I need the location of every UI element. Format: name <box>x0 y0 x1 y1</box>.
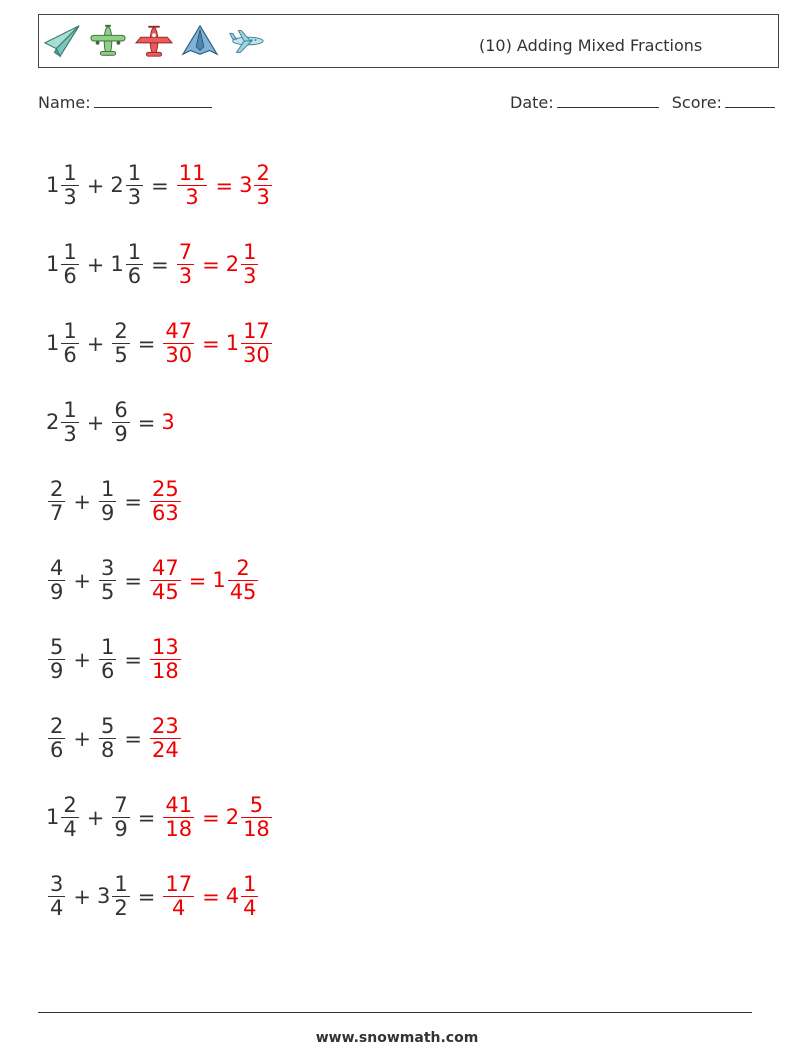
fraction <box>112 873 129 921</box>
denominator: 2 <box>114 896 128 921</box>
denominator: 5 <box>100 580 115 605</box>
header-icons <box>43 22 273 60</box>
numerator: 5 <box>249 792 264 817</box>
denominator: 18 <box>243 817 270 842</box>
problem-row <box>46 857 274 936</box>
plus-sign: + <box>73 726 91 751</box>
problem-row <box>46 304 274 383</box>
fraction <box>99 636 116 684</box>
fraction <box>61 320 78 368</box>
equals-sign: = <box>202 252 220 277</box>
equals-sign: = <box>137 805 156 830</box>
fraction <box>163 873 194 921</box>
equals-sign: = <box>202 805 220 830</box>
whole-number: 3 <box>239 173 253 197</box>
numerator: 1 <box>243 239 257 264</box>
equals-sign: = <box>124 568 142 593</box>
plus-sign: + <box>86 173 105 198</box>
stealth-jet-icon <box>181 22 219 60</box>
name-field <box>38 93 212 112</box>
denominator: 4 <box>172 896 186 921</box>
denominator: 3 <box>243 264 257 289</box>
whole-number: 1 <box>46 252 60 276</box>
date-score-fields <box>510 93 775 112</box>
fraction <box>48 873 65 921</box>
plus-sign: + <box>73 489 91 514</box>
denominator: 4 <box>63 817 77 842</box>
whole-number: 4 <box>225 884 240 908</box>
denominator: 9 <box>50 659 64 684</box>
denominator: 9 <box>114 422 128 447</box>
denominator: 18 <box>151 659 179 684</box>
whole-number: 1 <box>225 331 240 355</box>
fraction <box>112 399 129 447</box>
propeller-plane-icon <box>89 22 127 60</box>
numerator: 1 <box>63 239 77 264</box>
numerator: 2 <box>50 476 64 501</box>
whole-number: 1 <box>46 331 60 355</box>
numerator: 1 <box>243 871 257 896</box>
problem-row <box>46 225 274 304</box>
denominator: 6 <box>50 738 64 763</box>
numerator: 13 <box>151 634 179 659</box>
fraction <box>126 162 143 210</box>
denominator: 45 <box>151 580 179 605</box>
fraction <box>177 162 208 210</box>
denominator: 3 <box>185 185 199 210</box>
whole-number: 3 <box>161 410 175 434</box>
problem-row <box>46 462 274 541</box>
denominator: 5 <box>114 343 128 368</box>
fraction <box>112 794 129 842</box>
plus-sign: + <box>73 884 91 909</box>
fraction <box>61 241 78 289</box>
fraction <box>99 478 116 526</box>
red-plane-icon <box>135 22 173 60</box>
whole-number: 3 <box>96 884 111 908</box>
fraction <box>150 557 181 605</box>
problem-row <box>46 541 274 620</box>
denominator: 3 <box>178 264 193 289</box>
problem-list <box>46 146 274 936</box>
denominator: 3 <box>256 185 270 210</box>
denominator: 7 <box>50 501 64 526</box>
numerator: 3 <box>50 871 64 896</box>
equals-sign: = <box>151 173 169 198</box>
equals-sign: = <box>202 331 220 356</box>
plus-sign: + <box>73 647 91 672</box>
fraction <box>126 241 143 289</box>
whole-number: 1 <box>110 252 124 276</box>
footer-site: www.snowmath.com <box>315 1030 479 1046</box>
plus-sign: + <box>86 410 105 435</box>
whole-number: 2 <box>225 805 240 829</box>
whole-number: 2 <box>225 252 240 276</box>
numerator: 7 <box>178 239 193 264</box>
denominator: 24 <box>151 738 179 763</box>
plus-sign: + <box>86 252 105 277</box>
date-label: Date: <box>510 93 554 112</box>
denominator: 45 <box>229 580 257 605</box>
equals-sign: = <box>215 173 234 198</box>
numerator: 1 <box>63 318 77 343</box>
denominator: 9 <box>100 501 115 526</box>
denominator: 18 <box>165 817 193 842</box>
numerator: 2 <box>114 318 128 343</box>
fraction <box>163 794 194 842</box>
problem-row <box>46 383 274 462</box>
fraction <box>241 794 272 842</box>
numerator: 2 <box>236 555 250 580</box>
fraction <box>254 162 271 210</box>
denominator: 6 <box>63 264 77 289</box>
plus-sign: + <box>73 568 91 593</box>
equals-sign: = <box>137 331 156 356</box>
fraction <box>150 636 181 684</box>
denominator: 63 <box>151 501 179 526</box>
numerator: 17 <box>243 318 270 343</box>
fraction <box>48 557 65 605</box>
date-blank <box>557 93 659 108</box>
fraction <box>48 636 65 684</box>
whole-number: 1 <box>46 805 60 829</box>
denominator: 6 <box>127 264 142 289</box>
equals-sign: = <box>124 647 142 672</box>
fraction <box>241 320 272 368</box>
denominator: 9 <box>50 580 64 605</box>
numerator: 23 <box>151 713 179 738</box>
airliner-icon <box>227 22 265 60</box>
denominator: 6 <box>100 659 115 684</box>
fraction <box>177 241 194 289</box>
fraction <box>112 320 129 368</box>
numerator: 7 <box>114 792 128 817</box>
plus-sign: + <box>86 331 105 356</box>
denominator: 8 <box>100 738 115 763</box>
whole-number: 1 <box>46 173 60 197</box>
worksheet-header <box>38 14 779 68</box>
denominator: 6 <box>63 343 77 368</box>
denominator: 4 <box>243 896 257 921</box>
numerator: 6 <box>114 397 128 422</box>
numerator: 17 <box>165 871 193 896</box>
denominator: 3 <box>63 422 77 447</box>
footer-divider <box>38 1012 752 1013</box>
equals-sign: = <box>151 252 169 277</box>
numerator: 2 <box>50 713 64 738</box>
denominator: 9 <box>114 817 128 842</box>
fraction <box>241 873 258 921</box>
numerator: 25 <box>151 476 179 501</box>
numerator: 1 <box>100 634 115 659</box>
whole-number: 1 <box>212 568 226 592</box>
equals-sign: = <box>188 568 207 593</box>
fraction <box>150 715 181 763</box>
problem-row <box>46 778 274 857</box>
fraction <box>48 715 65 763</box>
denominator: 3 <box>127 185 142 210</box>
numerator: 1 <box>63 160 77 185</box>
name-blank <box>94 93 212 108</box>
numerator: 2 <box>63 792 77 817</box>
fraction <box>61 794 78 842</box>
fraction <box>61 162 78 210</box>
worksheet-title: (10) Adding Mixed Fractions <box>479 36 703 55</box>
fraction <box>150 478 181 526</box>
fraction <box>99 715 116 763</box>
score-blank <box>725 93 775 108</box>
numerator: 4 <box>50 555 64 580</box>
score-label: Score: <box>671 93 722 112</box>
fraction <box>99 557 116 605</box>
whole-number: 2 <box>46 410 60 434</box>
numerator: 1 <box>63 397 77 422</box>
numerator: 1 <box>127 160 142 185</box>
numerator: 47 <box>151 555 179 580</box>
numerator: 1 <box>114 871 128 896</box>
paper-plane-icon <box>43 22 81 60</box>
numerator: 2 <box>256 160 270 185</box>
problem-row <box>46 699 274 778</box>
equals-sign: = <box>124 489 142 514</box>
numerator: 5 <box>100 713 115 738</box>
fraction <box>241 241 258 289</box>
denominator: 30 <box>243 343 270 368</box>
denominator: 4 <box>50 896 64 921</box>
numerator: 11 <box>178 160 206 185</box>
denominator: 30 <box>165 343 193 368</box>
fraction <box>163 320 194 368</box>
whole-number: 2 <box>110 173 124 197</box>
plus-sign: + <box>86 805 105 830</box>
equals-sign: = <box>202 884 220 909</box>
problem-row <box>46 620 274 699</box>
fraction <box>61 399 78 447</box>
numerator: 1 <box>127 239 142 264</box>
name-label: Name: <box>38 93 91 112</box>
numerator: 47 <box>165 318 193 343</box>
numerator: 5 <box>50 634 64 659</box>
fraction <box>48 478 65 526</box>
numerator: 1 <box>100 476 115 501</box>
equals-sign: = <box>137 410 156 435</box>
problem-row <box>46 146 274 225</box>
denominator: 3 <box>63 185 77 210</box>
equals-sign: = <box>124 726 142 751</box>
fraction <box>228 557 259 605</box>
numerator: 3 <box>100 555 115 580</box>
numerator: 41 <box>165 792 193 817</box>
equals-sign: = <box>137 884 156 909</box>
